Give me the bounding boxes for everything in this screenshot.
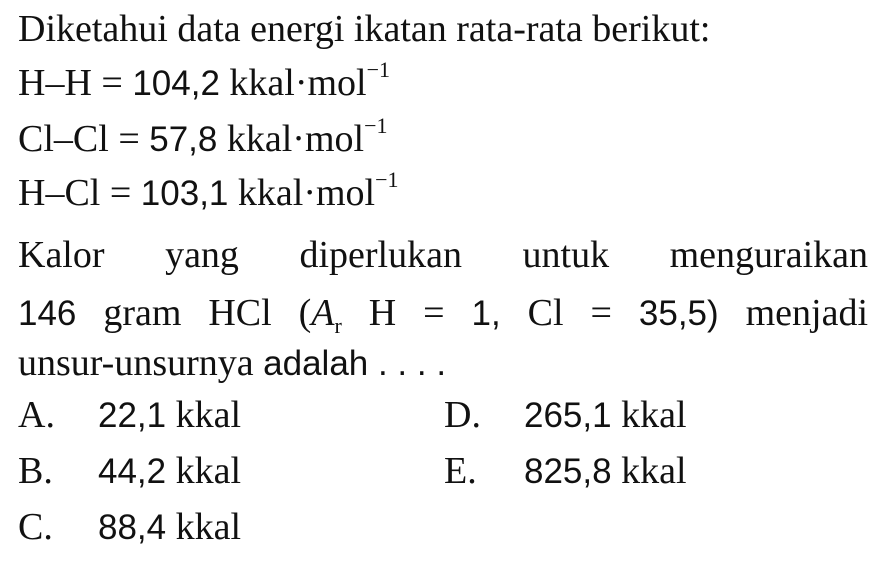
option-value: 825,8 xyxy=(524,452,612,491)
bond-label: H–Cl xyxy=(18,172,101,214)
question-text: H = xyxy=(368,292,472,334)
option-unit: kkal xyxy=(621,450,687,492)
bond-label: Cl–Cl xyxy=(18,118,109,160)
question-text-tail: adalah . . . . xyxy=(263,344,447,383)
option-c[interactable] xyxy=(18,504,241,551)
option-value: 265,1 xyxy=(524,396,612,435)
h-mass-value: 1, xyxy=(471,294,501,333)
question-text: menjadi xyxy=(745,292,869,334)
option-letter: C. xyxy=(18,506,53,548)
option-unit: kkal xyxy=(175,450,242,492)
bond-unit: kkal·mol xyxy=(226,118,365,160)
option-d[interactable] xyxy=(444,392,687,439)
bond-unit: kkal·mol xyxy=(237,172,376,214)
option-letter: B. xyxy=(18,450,53,492)
equals-sign: = xyxy=(118,118,140,160)
option-letter: D. xyxy=(444,394,481,436)
question-text: gram HCl ( xyxy=(103,292,312,334)
question-line-2 xyxy=(18,290,868,337)
question-text: Cl = xyxy=(527,292,639,334)
bond-value: 103,1 xyxy=(140,174,229,213)
option-a[interactable] xyxy=(18,392,241,439)
bond-row-hh xyxy=(18,57,391,107)
ar-subscript: r xyxy=(334,313,342,338)
option-value: 88,4 xyxy=(98,508,167,547)
option-letter: E. xyxy=(444,450,477,492)
unit-exponent: −1 xyxy=(375,167,399,192)
bond-label: H–H xyxy=(18,62,92,104)
mass-value: 146 xyxy=(18,294,77,333)
cl-mass-value: 35,5) xyxy=(638,294,719,333)
equals-sign: = xyxy=(101,62,123,104)
equals-sign: = xyxy=(109,172,132,214)
unit-exponent: −1 xyxy=(366,57,391,82)
option-unit: kkal xyxy=(621,394,687,436)
question-text: unsur-unsurnya xyxy=(18,342,254,384)
option-value: 44,2 xyxy=(98,452,167,491)
ar-symbol: A xyxy=(311,292,335,334)
bond-unit: kkal·mol xyxy=(229,62,367,104)
intro-text: Diketahui data energi ikatan rata-rata berikut: xyxy=(18,8,711,50)
bond-value: 104,2 xyxy=(132,64,220,103)
bond-value: 57,8 xyxy=(149,120,218,159)
option-value: 22,1 xyxy=(98,396,167,435)
option-b[interactable] xyxy=(18,448,241,495)
option-e[interactable] xyxy=(444,448,687,495)
option-unit: kkal xyxy=(175,394,242,436)
unit-exponent: −1 xyxy=(364,113,388,138)
option-letter: A. xyxy=(18,394,55,436)
bond-row-clcl xyxy=(18,113,388,163)
option-unit: kkal xyxy=(175,506,242,548)
question-line-1: Kalor yang diperlukan untuk menguraikan xyxy=(18,234,868,276)
question-line-3 xyxy=(18,340,446,387)
bond-row-hcl xyxy=(18,167,399,217)
